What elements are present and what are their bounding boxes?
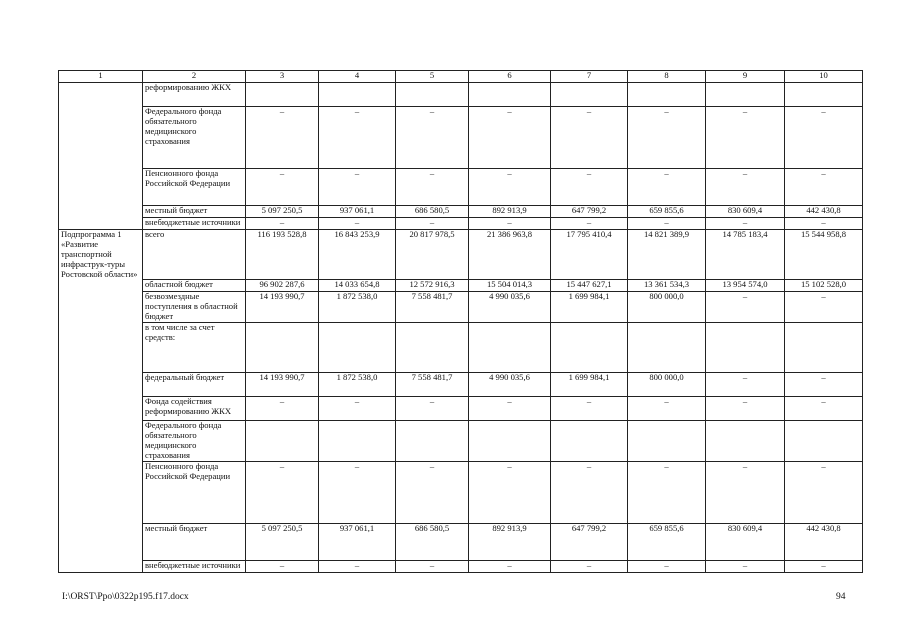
value-cell: 5 097 250,5 [246, 523, 319, 560]
value-cell: – [551, 107, 628, 169]
value-cell [246, 322, 319, 372]
value-cell: 15 447 627,1 [551, 280, 628, 292]
funding-source-cell: Пенсионного фонда Российской Федерации [143, 461, 246, 523]
value-cell: 12 572 916,3 [396, 280, 469, 292]
value-cell [319, 83, 396, 107]
funding-source-cell: местный бюджет [143, 523, 246, 560]
value-cell: 830 609,4 [706, 206, 785, 218]
column-number-row [59, 71, 863, 83]
value-cell [706, 420, 785, 461]
table-row [59, 230, 863, 280]
value-cell [469, 83, 551, 107]
value-cell: 7 558 481,7 [396, 292, 469, 323]
value-cell: 7 558 481,7 [396, 372, 469, 396]
value-cell: 442 430,8 [785, 523, 863, 560]
value-cell: 15 504 014,3 [469, 280, 551, 292]
value-cell [785, 322, 863, 372]
value-cell: 4 990 035,6 [469, 292, 551, 323]
value-cell [706, 83, 785, 107]
program-name-cell: Подпрограмма 1 «Развитие транспортной инфраструк-туры Ростовской области» [59, 230, 143, 573]
value-cell: – [469, 560, 551, 572]
value-cell: 647 799,2 [551, 206, 628, 218]
value-cell [246, 83, 319, 107]
value-cell: 5 097 250,5 [246, 206, 319, 218]
value-cell: 686 580,5 [396, 206, 469, 218]
column-number-2: 2 [143, 71, 246, 83]
value-cell: – [785, 560, 863, 572]
value-cell: – [319, 169, 396, 206]
value-cell: 1 872 538,0 [319, 292, 396, 323]
funding-source-cell: Федерального фонда обязательного медицинского страхования [143, 107, 246, 169]
value-cell: – [469, 396, 551, 420]
value-cell: – [319, 461, 396, 523]
value-cell: 14 821 389,9 [628, 230, 706, 280]
funding-source-cell: безвозмездные поступления в областной бюджет [143, 292, 246, 323]
column-number-5: 5 [396, 71, 469, 83]
table-row [59, 322, 863, 372]
value-cell: – [785, 396, 863, 420]
table-row [59, 169, 863, 206]
value-cell: 20 817 978,5 [396, 230, 469, 280]
value-cell: – [551, 169, 628, 206]
value-cell [246, 420, 319, 461]
value-cell [706, 322, 785, 372]
value-cell: 4 990 035,6 [469, 372, 551, 396]
value-cell: – [396, 169, 469, 206]
value-cell: – [551, 461, 628, 523]
value-cell: 13 954 574,0 [706, 280, 785, 292]
funding-source-cell: внебюджетные источники [143, 560, 246, 572]
value-cell: 96 902 287,6 [246, 280, 319, 292]
value-cell: – [628, 107, 706, 169]
value-cell: 1 699 984,1 [551, 372, 628, 396]
value-cell: – [628, 218, 706, 230]
value-cell [319, 420, 396, 461]
value-cell: 800 000,0 [628, 292, 706, 323]
file-path: I:\ORST\Ppo\0322p195.f17.docx [62, 592, 189, 602]
value-cell: – [319, 560, 396, 572]
program-name-cell [59, 83, 143, 230]
value-cell: – [396, 396, 469, 420]
column-number-4: 4 [319, 71, 396, 83]
column-number-7: 7 [551, 71, 628, 83]
page-number: 94 [836, 592, 846, 602]
value-cell: – [469, 107, 551, 169]
value-cell [396, 420, 469, 461]
value-cell [551, 322, 628, 372]
value-cell: – [246, 107, 319, 169]
value-cell: – [785, 292, 863, 323]
value-cell: 830 609,4 [706, 523, 785, 560]
value-cell: – [628, 396, 706, 420]
value-cell: 892 913,9 [469, 523, 551, 560]
value-cell: 686 580,5 [396, 523, 469, 560]
value-cell: 14 785 183,4 [706, 230, 785, 280]
value-cell: – [551, 560, 628, 572]
table-row [59, 292, 863, 323]
value-cell: 15 544 958,8 [785, 230, 863, 280]
column-number-1: 1 [59, 71, 143, 83]
value-cell: 937 061,1 [319, 523, 396, 560]
value-cell: 659 855,6 [628, 206, 706, 218]
table-row [59, 280, 863, 292]
value-cell: – [706, 218, 785, 230]
value-cell: – [551, 396, 628, 420]
column-number-8: 8 [628, 71, 706, 83]
table-row [59, 461, 863, 523]
value-cell: 16 843 253,9 [319, 230, 396, 280]
value-cell: – [628, 169, 706, 206]
value-cell: – [246, 396, 319, 420]
table-row [59, 107, 863, 169]
value-cell: 800 000,0 [628, 372, 706, 396]
value-cell: – [551, 218, 628, 230]
value-cell: 659 855,6 [628, 523, 706, 560]
funding-source-cell: Фонда содействия реформированию ЖКХ [143, 396, 246, 420]
funding-source-cell: всего [143, 230, 246, 280]
value-cell: – [785, 461, 863, 523]
value-cell: – [706, 292, 785, 323]
value-cell: – [785, 218, 863, 230]
funding-source-cell: реформированию ЖКХ [143, 83, 246, 107]
table-row [59, 83, 863, 107]
value-cell: – [706, 396, 785, 420]
table-row [59, 523, 863, 560]
value-cell: – [396, 218, 469, 230]
value-cell: 14 193 990,7 [246, 292, 319, 323]
value-cell: – [706, 107, 785, 169]
table-row [59, 372, 863, 396]
value-cell [628, 83, 706, 107]
value-cell: 21 386 963,8 [469, 230, 551, 280]
value-cell: 442 430,8 [785, 206, 863, 218]
column-number-3: 3 [246, 71, 319, 83]
value-cell: – [469, 169, 551, 206]
value-cell: – [628, 461, 706, 523]
value-cell: – [628, 560, 706, 572]
value-cell: 1 699 984,1 [551, 292, 628, 323]
value-cell: 116 193 528,8 [246, 230, 319, 280]
value-cell: – [246, 560, 319, 572]
funding-source-cell: внебюджетные источники [143, 218, 246, 230]
value-cell [469, 420, 551, 461]
value-cell: – [396, 107, 469, 169]
value-cell [319, 322, 396, 372]
funding-source-cell: в том числе за счет средств: [143, 322, 246, 372]
value-cell: 647 799,2 [551, 523, 628, 560]
value-cell [551, 83, 628, 107]
value-cell [551, 420, 628, 461]
value-cell: – [785, 372, 863, 396]
value-cell: 14 193 990,7 [246, 372, 319, 396]
value-cell: 892 913,9 [469, 206, 551, 218]
value-cell: 13 361 534,3 [628, 280, 706, 292]
table-body [59, 71, 863, 573]
value-cell [469, 322, 551, 372]
value-cell: – [706, 461, 785, 523]
column-number-6: 6 [469, 71, 551, 83]
value-cell [785, 420, 863, 461]
funding-source-cell: Федерального фонда обязательного медицинского страхования [143, 420, 246, 461]
funding-source-cell: областной бюджет [143, 280, 246, 292]
table-row [59, 218, 863, 230]
value-cell: – [396, 560, 469, 572]
table-row [59, 396, 863, 420]
value-cell: – [246, 461, 319, 523]
value-cell: – [706, 560, 785, 572]
table-row [59, 206, 863, 218]
value-cell [628, 420, 706, 461]
value-cell: – [706, 169, 785, 206]
budget-table [58, 70, 863, 573]
funding-source-cell: Пенсионного фонда Российской Федерации [143, 169, 246, 206]
value-cell: 1 872 538,0 [319, 372, 396, 396]
value-cell: 937 061,1 [319, 206, 396, 218]
funding-source-cell: местный бюджет [143, 206, 246, 218]
value-cell: – [319, 396, 396, 420]
value-cell [785, 83, 863, 107]
value-cell: – [246, 169, 319, 206]
value-cell: – [785, 107, 863, 169]
funding-source-cell: федеральный бюджет [143, 372, 246, 396]
value-cell: 14 033 654,8 [319, 280, 396, 292]
value-cell [396, 83, 469, 107]
value-cell: 15 102 528,0 [785, 280, 863, 292]
value-cell: – [246, 218, 319, 230]
value-cell: – [785, 169, 863, 206]
value-cell [396, 322, 469, 372]
column-number-9: 9 [706, 71, 785, 83]
value-cell: – [396, 461, 469, 523]
value-cell: – [319, 218, 396, 230]
value-cell: – [469, 218, 551, 230]
value-cell: – [319, 107, 396, 169]
value-cell [628, 322, 706, 372]
value-cell: 17 795 410,4 [551, 230, 628, 280]
table-row [59, 560, 863, 572]
table-row [59, 420, 863, 461]
column-number-10: 10 [785, 71, 863, 83]
value-cell: – [469, 461, 551, 523]
value-cell: – [706, 372, 785, 396]
